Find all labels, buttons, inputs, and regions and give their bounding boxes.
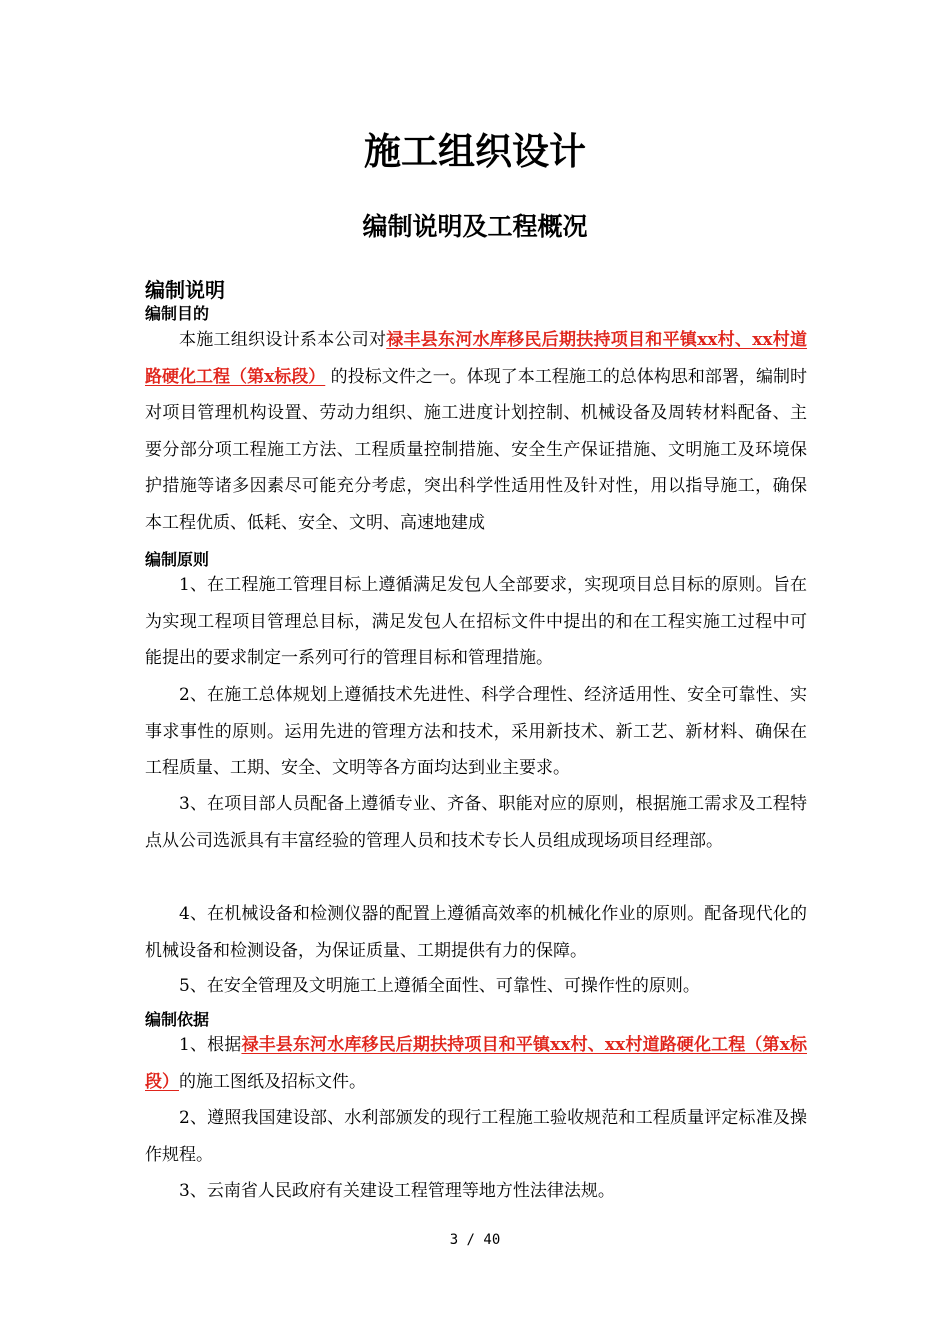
basis-text-after: 的施工图纸及招标文件。 — [179, 1071, 366, 1092]
purpose-text-before: 本施工组织设计系本公司对 — [179, 330, 387, 350]
principle-item: 1、在工程施工管理目标上遵循满足发包人全部要求，实现项目总目标的原则。旨在为实现工程项目管理总目标，满足发包人在招标文件中提出的和在工程实施工过程中可能提出的要求制定一系列可行的管理目标和管理措施。 — [145, 575, 807, 668]
project-name-highlight: 禄丰县东河水库移民后期扶持项目和平镇xx村、xx村道路硬化工程（第x标段） — [145, 1035, 807, 1092]
basis-item — [145, 1027, 807, 1100]
purpose-paragraph — [145, 322, 807, 541]
principle-item: 5、在安全管理及文明施工上遵循全面性、可靠性、可操作性的原则。 — [179, 976, 700, 996]
page-subtitle: 编制说明及工程概况 — [362, 212, 588, 241]
page-number: 3 / 40 — [449, 1232, 501, 1248]
purpose-heading: 编制目的 — [145, 304, 210, 323]
project-name-highlight: 禄丰县东河水库移民后期扶持项目和平镇xx村、xx村道路硬化工程（第x标段） — [145, 330, 808, 387]
basis-item: 2、遵照我国建设部、水利部颁发的现行工程施工验收规范和工程质量评定标准及操作规程。 — [145, 1108, 807, 1165]
principles-heading: 编制原则 — [145, 550, 210, 569]
principle-item: 2、在施工总体规划上遵循技术先进性、科学合理性、经济适用性、安全可靠性、实事求事性的原则。运用先进的管理方法和技术，采用新技术、新工艺、新材料、确保在工程质量、工期、安全、文明等各方面均达到业主要求。 — [145, 685, 807, 778]
basis-item: 3、云南省人民政府有关建设工程管理等地方性法律法规。 — [179, 1181, 615, 1201]
principle-item: 3、在项目部人员配备上遵循专业、齐备、职能对应的原则，根据施工需求及工程特点从公司选派具有丰富经验的管理人员和技术专长人员组成现场项目经理部。 — [145, 794, 807, 851]
page-title: 施工组织设计 — [364, 130, 586, 173]
purpose-text-after: 的投标文件之一。体现了本工程施工的总体构思和部署，编制时对项目管理机构设置、劳动力组织、施工进度计划控制、机械设备及周转材料配备、主要分部分项工程施工方法、工程质量控制措施、安全生产保证措施、文明施工及环境保护措施等诸多因素尽可能充分考虑，突出科学性适用性及针对性，用以指导施工，确保本工程优质、低耗、安全、文明、高速地建成 — [145, 366, 807, 533]
basis-text-before: 1、根据 — [179, 1035, 242, 1055]
basis-heading: 编制依据 — [145, 1010, 210, 1029]
section-heading: 编制说明 — [145, 278, 225, 302]
principle-item: 4、在机械设备和检测仪器的配置上遵循高效率的机械化作业的原则。配备现代化的机械设备和检测设备，为保证质量、工期提供有力的保障。 — [145, 904, 807, 961]
